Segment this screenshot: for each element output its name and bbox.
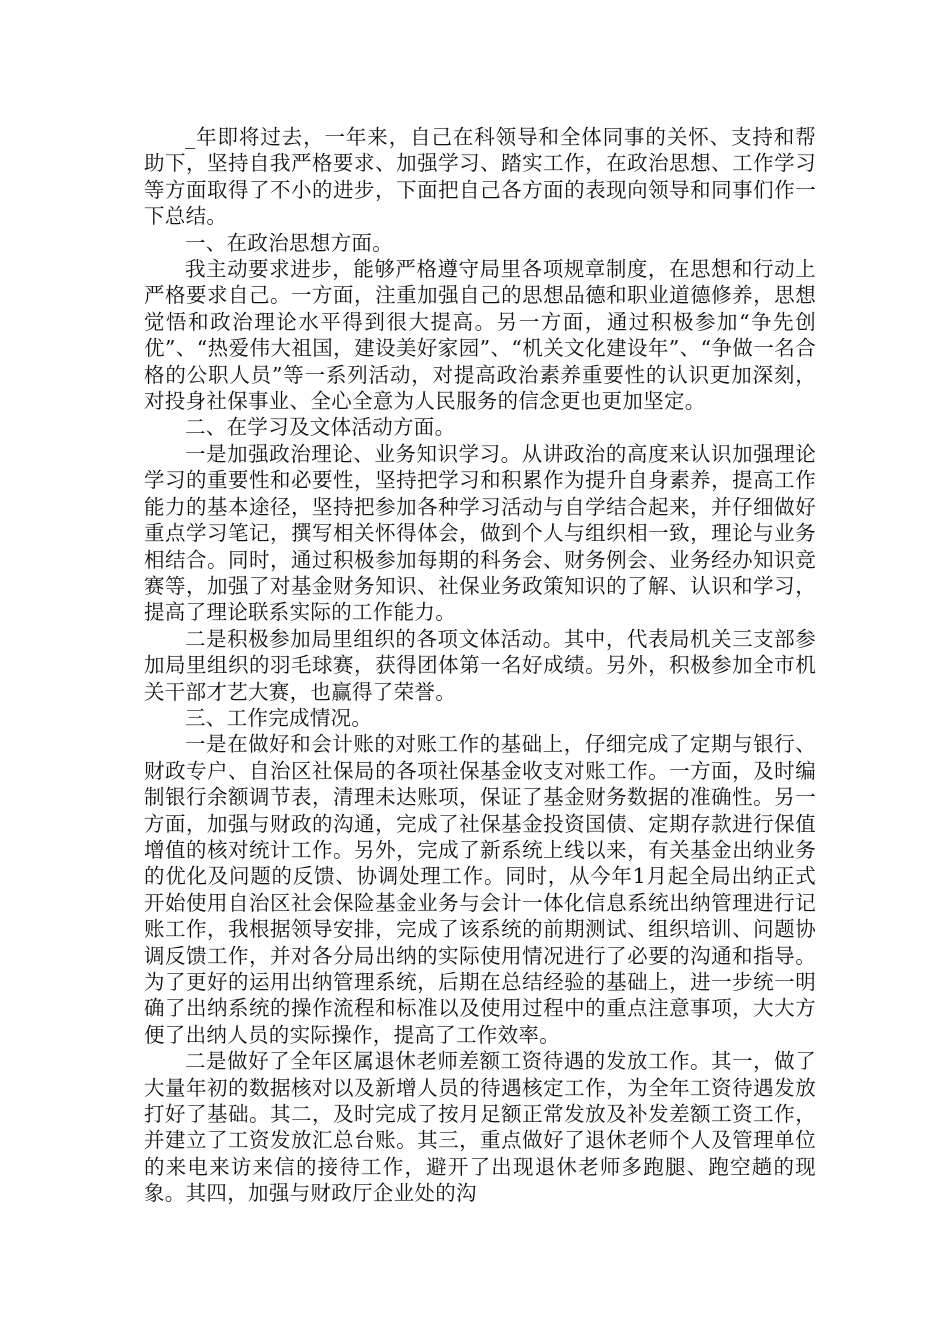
study-paragraph-2: 二是积极参加局里组织的各项文体活动。其中，代表局机关三支部参加局里组织的羽毛球赛，获得团体第一名好成绩。另外，积极参加全市机关干部才艺大赛，也赢得了荣誉。	[144, 626, 816, 704]
section-heading-political: 一、在政治思想方面。	[185, 230, 393, 255]
political-paragraph: 我主动要求进步，能够严格遵守局里各项规章制度，在思想和行动上严格要求自己。一方面，注重加强自己的思想品德和职业道德修养，思想觉悟和政治理论水平得到很大提高。另一方面，通过积极参加“争先创优”、“热爱伟大祖国，建设美好家园”、“机关文化建设年”、“争做一名合格的公职人员”等一系列活动，对提高政治素养重要性的认识更加深刻，对投身社保事业、全心全意为人民服务的信念更也更加坚定。	[144, 257, 816, 414]
work-paragraph-2: 二是做好了全年区属退休老师差额工资待遇的发放工作。其一，做了大量年初的数据核对以及新增人员的待遇核定工作，为全年工资待遇发放打好了基础。其二，及时完成了按月足额正常发放及补发差额工资工作，并建立了工资发放汇总台账。其三，重点做好了退休老师个人及管理单位的来电来访来信的接待工作，避开了出现退休老师多跑腿、跑空趟的现象。其四，加强与财政厅企业处的沟	[144, 1049, 816, 1206]
section-heading-study: 二、在学习及文体活动方面。	[185, 415, 456, 440]
intro-paragraph: _年即将过去，一年来，自己在科领导和全体同事的关怀、支持和帮助下，坚持自我严格要求、加强学习、踏实工作，在政治思想、工作学习等方面取得了不小的进步，下面把自己各方面的表现向领导和同事们作一下总结。	[144, 125, 816, 229]
study-paragraph-1: 一是加强政治理论、业务知识学习。从讲政治的高度来认识加强理论学习的重要性和必要性，坚持把学习和积累作为提升自身素养，提高工作能力的基本途径，坚持把参加各种学习活动与自学结合起来，并仔细做好重点学习笔记，撰写相关怀得体会，做到个人与组织相一致，理论与业务相结合。同时，通过积极参加每期的科务会、财务例会、业务经办知识竞赛等，加强了对基金财务知识、社保业务政策知识的了解、认识和学习，提高了理论联系实际的工作能力。	[144, 441, 816, 625]
work-paragraph-1: 一是在做好和会计账的对账工作的基础上，仔细完成了定期与银行、财政专户、自治区社保局的各项社保基金收支对账工作。一方面，及时编制银行余额调节表，清理未达账项，保证了基金财务数据的准确性。另一方面，加强与财政的沟通，完成了社保基金投资国债、定期存款进行保值增值的核对统计工作。另外，完成了新系统上线以来，有关基金出纳业务的优化及问题的反馈、协调处理工作。同时，从今年1月起全局出纳正式开始使用自治区社会保险基金业务与会计一体化信息系统出纳管理进行记账工作，我根据领导安排，完成了该系统的前期测试、组织培训、问题协调反馈工作，并对各分局出纳的实际使用情况进行了必要的沟通和指导。为了更好的运用出纳管理系统，后期在总结经验的基础上，进一步统一明确了出纳系统的操作流程和标准以及使用过程中的重点注意事项，大大方便了出纳人员的实际操作，提高了工作效率。	[144, 732, 816, 1047]
document-body	[144, 124, 816, 1207]
section-heading-work: 三、工作完成情况。	[185, 705, 373, 730]
